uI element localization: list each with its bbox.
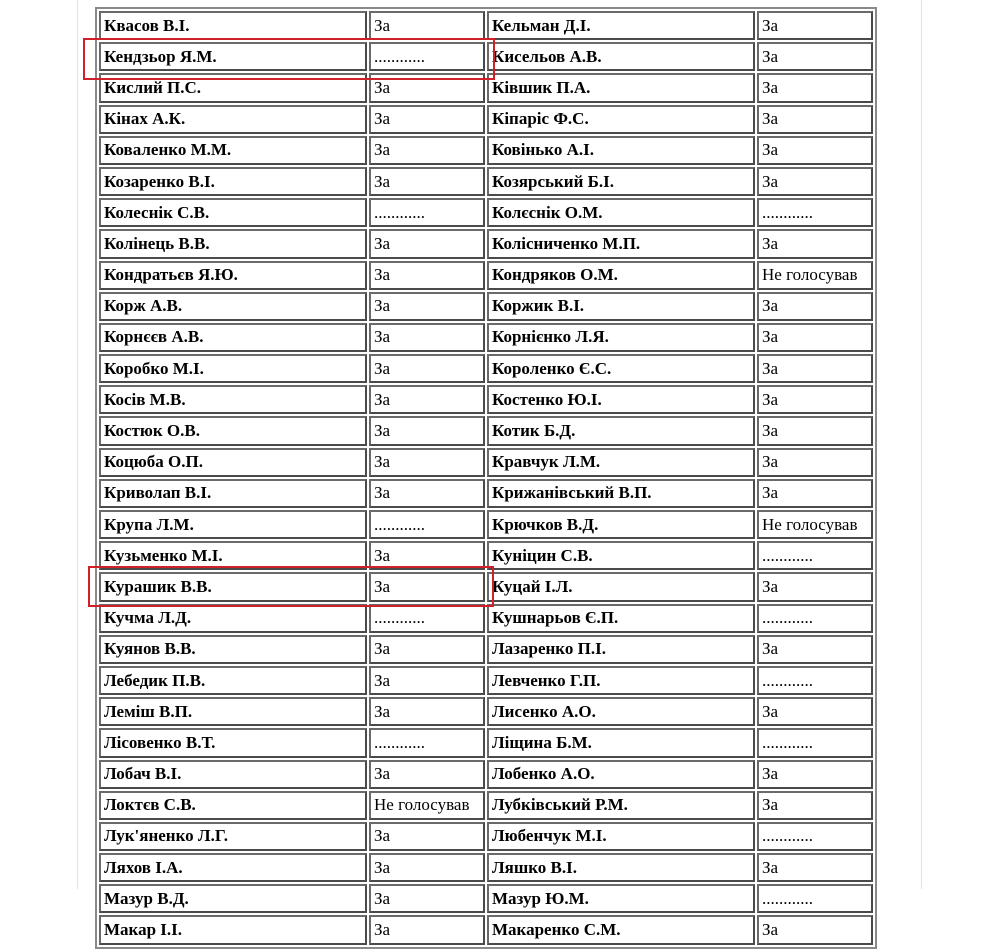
table-row [99,136,873,165]
deputy-name-right: Лазаренко П.І. [487,635,755,664]
deputy-name-left: Мазур В.Д. [99,884,367,913]
deputy-name-left: Курашик В.В. [99,572,367,601]
vote-value-left: За [369,323,485,352]
vote-value-left: За [369,11,485,40]
deputy-name-right: Кравчук Л.М. [487,448,755,477]
vote-value-left: За [369,261,485,290]
deputy-name-right: Лисенко А.О. [487,697,755,726]
vote-value-right: За [757,760,873,789]
table-row [99,697,873,726]
table-row [99,760,873,789]
table-row [99,728,873,757]
vote-value-left: За [369,479,485,508]
table-row [99,541,873,570]
vote-value-left: ............ [369,510,485,539]
deputy-name-left: Кінах А.К. [99,105,367,134]
vote-value-left: ............ [369,604,485,633]
vote-value-right: ............ [757,728,873,757]
deputy-name-right: Козярський Б.І. [487,167,755,196]
vote-value-right: За [757,292,873,321]
vote-value-left: За [369,697,485,726]
table-row [99,42,873,71]
table-row [99,323,873,352]
deputy-name-left: Лобач В.І. [99,760,367,789]
vote-value-left: За [369,666,485,695]
vote-value-right: За [757,915,873,944]
table-row [99,572,873,601]
vote-value-right: ............ [757,884,873,913]
vote-value-right: За [757,167,873,196]
deputy-name-left: Кондратьєв Я.Ю. [99,261,367,290]
vote-value-right: За [757,448,873,477]
deputy-name-left: Кендзьор Я.М. [99,42,367,71]
vote-value-left: За [369,229,485,258]
vote-value-right: За [757,385,873,414]
vote-value-right: За [757,697,873,726]
vote-value-right: Не голосував [757,261,873,290]
table-row [99,510,873,539]
vote-value-right: За [757,572,873,601]
deputy-name-left: Криволап В.І. [99,479,367,508]
deputy-name-right: Ківшик П.А. [487,73,755,102]
vote-value-left: За [369,416,485,445]
deputy-name-left: Кузьменко М.І. [99,541,367,570]
deputy-name-right: Лубківський Р.М. [487,791,755,820]
deputy-name-left: Корж А.В. [99,292,367,321]
vote-value-left: За [369,541,485,570]
vote-value-right: За [757,73,873,102]
vote-value-left: За [369,354,485,383]
deputy-name-right: Крижанівський В.П. [487,479,755,508]
vote-results-table [95,7,877,949]
deputy-name-right: Макаренко С.М. [487,915,755,944]
vote-value-left: За [369,136,485,165]
vote-value-left: За [369,822,485,851]
vote-value-left: За [369,572,485,601]
vote-value-left: ............ [369,728,485,757]
deputy-name-right: Кондряков О.М. [487,261,755,290]
vote-value-right: За [757,136,873,165]
deputy-name-left: Косів М.В. [99,385,367,414]
deputy-name-left: Куянов В.В. [99,635,367,664]
deputy-name-right: Ліщина Б.М. [487,728,755,757]
deputy-name-right: Костенко Ю.І. [487,385,755,414]
deputy-name-left: Коробко М.І. [99,354,367,383]
table-row [99,791,873,820]
table-row [99,354,873,383]
deputy-name-left: Коваленко М.М. [99,136,367,165]
deputy-name-right: Кушнарьов Є.П. [487,604,755,633]
deputy-name-left: Ляхов І.А. [99,853,367,882]
deputy-name-right: Мазур Ю.М. [487,884,755,913]
deputy-name-left: Локтєв С.В. [99,791,367,820]
deputy-name-right: Лобенко А.О. [487,760,755,789]
table-row [99,604,873,633]
vote-value-right: За [757,416,873,445]
deputy-name-right: Кисельов А.В. [487,42,755,71]
vote-value-right: ............ [757,604,873,633]
table-row [99,853,873,882]
deputy-name-left: Крупа Л.М. [99,510,367,539]
vote-value-right: За [757,42,873,71]
vote-value-right: Не голосував [757,510,873,539]
vote-value-right: ............ [757,198,873,227]
deputy-name-right: Куцай І.Л. [487,572,755,601]
vote-value-left: За [369,635,485,664]
deputy-name-left: Коцюба О.П. [99,448,367,477]
deputy-name-right: Любенчук М.І. [487,822,755,851]
vote-value-right: За [757,479,873,508]
vote-value-left: За [369,853,485,882]
deputy-name-left: Корнєєв А.В. [99,323,367,352]
deputy-name-left: Лук'яненко Л.Г. [99,822,367,851]
vote-value-left: За [369,73,485,102]
deputy-name-left: Колінець В.В. [99,229,367,258]
deputy-name-left: Козаренко В.І. [99,167,367,196]
vote-value-left: За [369,884,485,913]
vote-value-left: ............ [369,198,485,227]
vote-value-right: За [757,853,873,882]
table-row [99,105,873,134]
vote-value-right: За [757,791,873,820]
table-row [99,167,873,196]
vote-value-right: За [757,105,873,134]
table-row [99,385,873,414]
deputy-name-right: Коржик В.І. [487,292,755,321]
vote-value-right: За [757,323,873,352]
vote-value-left: Не голосував [369,791,485,820]
vote-value-right: За [757,11,873,40]
deputy-name-left: Кучма Л.Д. [99,604,367,633]
table-row [99,11,873,40]
vote-value-left: За [369,167,485,196]
deputy-name-right: Крючков В.Д. [487,510,755,539]
deputy-name-right: Корнієнко Л.Я. [487,323,755,352]
table-row [99,448,873,477]
table-row [99,915,873,944]
deputy-name-right: Куніцин С.В. [487,541,755,570]
deputy-name-left: Лебедик П.В. [99,666,367,695]
deputy-name-right: Колісниченко М.П. [487,229,755,258]
vote-value-right: ............ [757,666,873,695]
vote-value-left: За [369,915,485,944]
vote-value-left: ............ [369,42,485,71]
table-row [99,479,873,508]
vote-value-left: За [369,760,485,789]
deputy-name-left: Костюк О.В. [99,416,367,445]
vote-value-right: За [757,635,873,664]
table-row [99,73,873,102]
deputy-name-left: Кислий П.С. [99,73,367,102]
table-row [99,822,873,851]
vote-value-left: За [369,385,485,414]
table-row [99,198,873,227]
deputy-name-right: Кельман Д.І. [487,11,755,40]
deputy-name-left: Квасов В.І. [99,11,367,40]
table-row [99,635,873,664]
deputy-name-right: Кіпаріс Ф.С. [487,105,755,134]
deputy-name-left: Колеснік С.В. [99,198,367,227]
vote-value-left: За [369,448,485,477]
deputy-name-right: Ковінько А.І. [487,136,755,165]
deputy-name-right: Ляшко В.І. [487,853,755,882]
deputy-name-right: Колєснік О.М. [487,198,755,227]
deputy-name-right: Котик Б.Д. [487,416,755,445]
deputy-name-left: Леміш В.П. [99,697,367,726]
vote-value-left: За [369,105,485,134]
table-row [99,666,873,695]
vote-value-right: ............ [757,822,873,851]
table-row [99,416,873,445]
table-row [99,292,873,321]
vote-value-right: За [757,354,873,383]
vote-value-right: ............ [757,541,873,570]
vote-results-body [99,11,873,945]
table-row [99,229,873,258]
vote-value-right: За [757,229,873,258]
deputy-name-left: Лісовенко В.Т. [99,728,367,757]
vote-value-left: За [369,292,485,321]
deputy-name-right: Левченко Г.П. [487,666,755,695]
deputy-name-right: Короленко Є.С. [487,354,755,383]
table-row [99,261,873,290]
deputy-name-left: Макар І.І. [99,915,367,944]
